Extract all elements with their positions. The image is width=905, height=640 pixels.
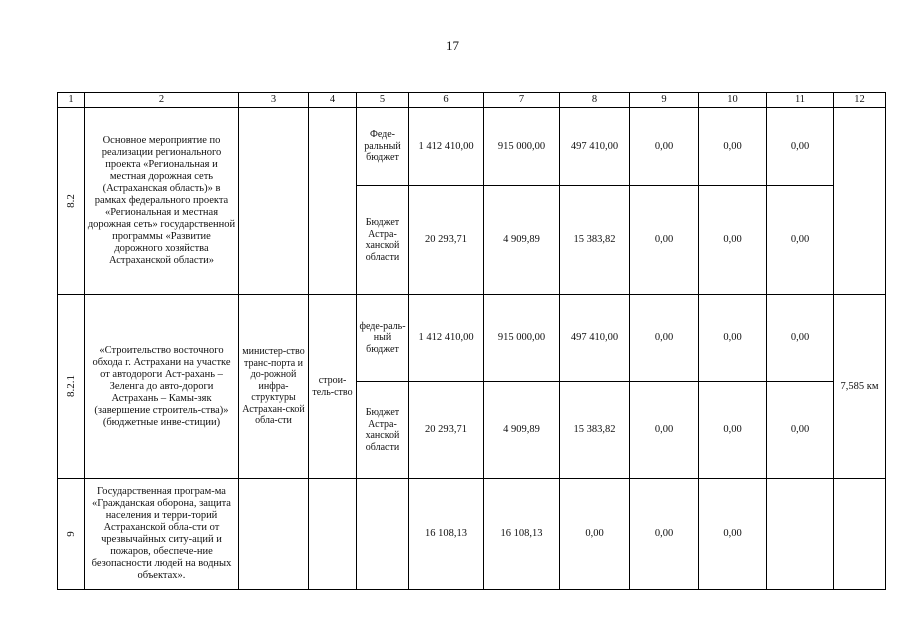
value-cell: 0,00 [699,108,767,186]
row-code: 8.2.1 [58,295,85,479]
value-cell: 0,00 [630,382,699,479]
value-cell: 0,00 [560,479,630,590]
funding-source: Бюджет Астра-ханской области [357,382,409,479]
table-row [58,108,886,186]
type-cell: строи-тель-ство [309,295,357,479]
row-description: Основное мероприятие по реализации регионального проекта «Региональная и местная дорожная сеть (Астраханская область)» в рамках федерального проекта «Региональная и местная дорожная сеть» государственной программы «Развитие дорожного хозяйства Астраханской области» [85,108,239,295]
value-cell: 497 410,00 [560,295,630,382]
value-cell: 0,00 [699,295,767,382]
budget-table [57,92,886,590]
value-cell: 0,00 [699,479,767,590]
header-cell: 3 [239,93,309,108]
value-cell: 16 108,13 [484,479,560,590]
type-cell [309,108,357,295]
value-cell: 1 412 410,00 [409,295,484,382]
value-cell: 0,00 [630,108,699,186]
value-cell: 15 383,82 [560,382,630,479]
header-cell: 2 [85,93,239,108]
value-cell: 0,00 [767,382,834,479]
funding-source [357,479,409,590]
header-cell: 12 [834,93,886,108]
table-row [58,295,886,382]
value-cell: 915 000,00 [484,295,560,382]
header-cell: 11 [767,93,834,108]
type-cell [309,479,357,590]
value-cell: 0,00 [630,295,699,382]
value-cell: 0,00 [699,382,767,479]
header-cell: 6 [409,93,484,108]
value-cell: 15 383,82 [560,186,630,295]
header-cell: 5 [357,93,409,108]
value-cell: 497 410,00 [560,108,630,186]
executor-cell: министер-ство транс-порта и до-рожной инфра-структуры Астрахан-ской обла-сти [239,295,309,479]
funding-source: Бюджет Астра-ханской области [357,186,409,295]
value-cell: 4 909,89 [484,382,560,479]
value-cell: 915 000,00 [484,108,560,186]
row-code: 8.2 [58,108,85,295]
value-cell: 0,00 [767,295,834,382]
row-code: 9 [58,479,85,590]
header-cell: 4 [309,93,357,108]
value-cell: 1 412 410,00 [409,108,484,186]
row-description: Государственная програм-ма «Гражданская оборона, защита населения и терри-торий Астраханской обла-сти от чрезвычайных ситу-аций и пожаров, обеспече-ние безопасности людей на водных объектах». [85,479,239,590]
value-cell: 0,00 [767,108,834,186]
value-cell: 20 293,71 [409,186,484,295]
indicator-cell [834,479,886,590]
page-number: 17 [446,38,459,53]
value-cell [767,479,834,590]
value-cell: 4 909,89 [484,186,560,295]
header-cell: 10 [699,93,767,108]
header-cell: 9 [630,93,699,108]
funding-source: феде-раль-ный бюджет [357,295,409,382]
header-cell: 1 [58,93,85,108]
indicator-cell: 7,585 км [834,295,886,479]
executor-cell [239,108,309,295]
funding-source: Феде-ральный бюджет [357,108,409,186]
header-cell: 8 [560,93,630,108]
indicator-cell [834,108,886,295]
table-row [58,479,886,590]
header-cell: 7 [484,93,560,108]
value-cell: 0,00 [699,186,767,295]
value-cell: 16 108,13 [409,479,484,590]
row-description: «Строительство восточного обхода г. Астрахани на участке от автодороги Аст-рахань – Зеленга до авто-дороги Астрахань – Камы-зяк (завершение строитель-ства)» (бюджетные инве-стиции) [85,295,239,479]
value-cell: 0,00 [767,186,834,295]
value-cell: 0,00 [630,479,699,590]
executor-cell [239,479,309,590]
value-cell: 0,00 [630,186,699,295]
header-row [58,93,886,108]
value-cell: 20 293,71 [409,382,484,479]
